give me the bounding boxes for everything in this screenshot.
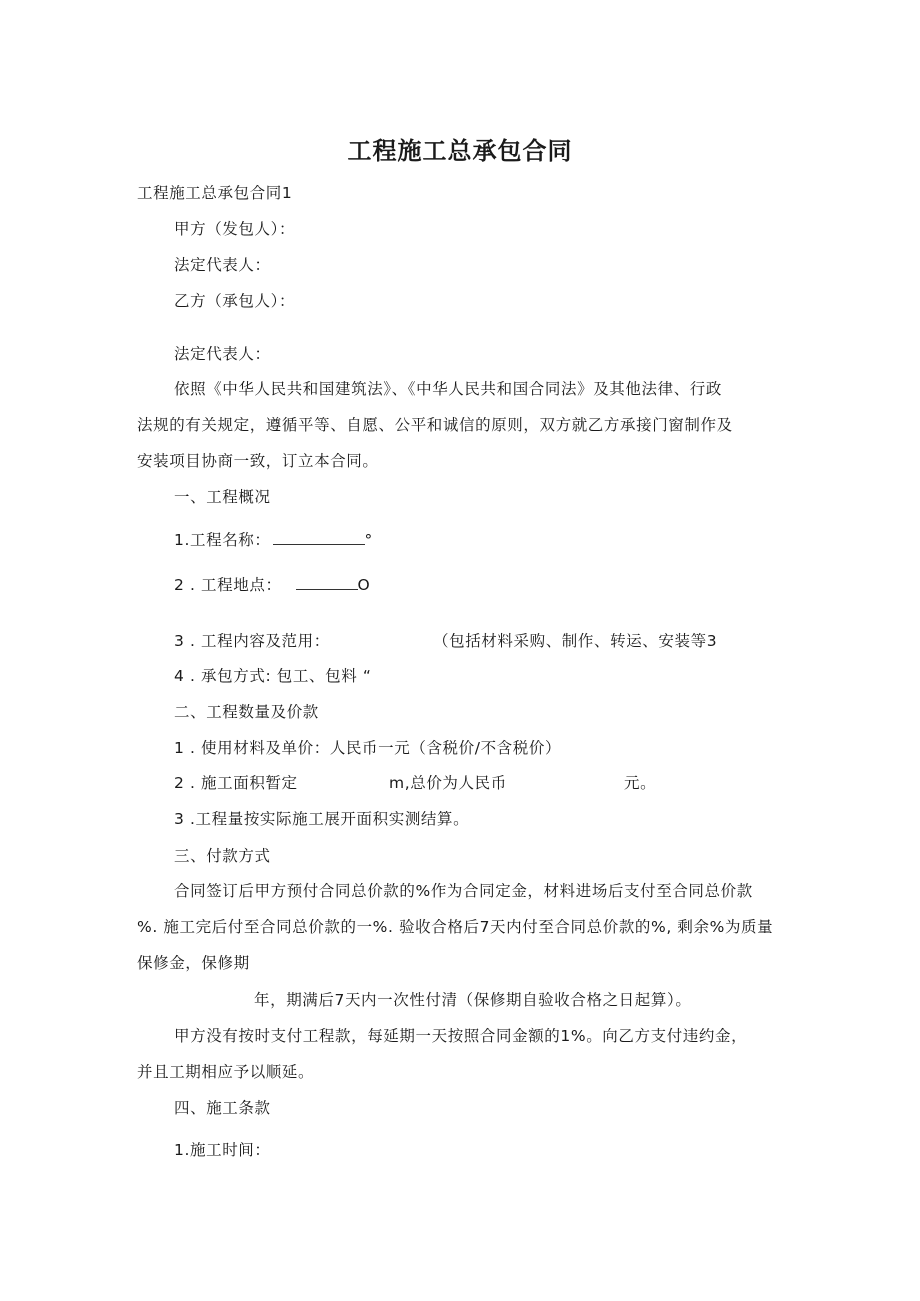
project-location-line [174,575,370,595]
payment-para-line-3: 保修金，保修期 [137,954,250,972]
construction-area-a: 2 . 施工面积暂定 [174,774,298,792]
section-1-heading: 一、工程概况 [174,488,271,506]
contract-mode: 4 . 承包方式: 包工、包料 “ [174,667,372,685]
payment-para-continuation: 年，期满后7天内一次性付清（保修期自验收合格之日起算）。 [254,991,692,1009]
project-scope-text: （包括材料采购、制作、转运、安装等3 [433,632,718,650]
section-3-heading: 三、付款方式 [174,847,271,865]
quantity-settlement-line: 3 .工程量按实际施工展开面积实测结算。 [174,810,470,828]
construction-area-c: 元。 [624,774,657,792]
document-subtitle: 工程施工总承包合同1 [137,184,293,202]
construction-time-line: 1.施工时间： [174,1141,271,1159]
payment-para-line-1: 合同签订后甲方预付合同总价款的%作为合同定金，材料进场后支付至合同总价款 [174,882,753,900]
party-a-representative: 法定代表人： [174,256,271,274]
party-b-label: 乙方（承包人）： [174,292,296,310]
project-location-label: 2 . 工程地点： [174,576,282,594]
payment-para-line-2: %. 施工完后付至合同总价款的一%. 验收合格后7天内付至合同总价款的%, 剩余%为质量 [137,918,774,936]
intro-line-2: 法规的有关规定，遵循平等、自愿、公平和诚信的原则，双方就乙方承接门窗制作及 [137,416,733,434]
project-name-end: ° [364,531,373,549]
section-4-heading: 四、施工条款 [174,1099,271,1117]
party-a-label: 甲方（发包人）： [174,220,296,238]
party-b-representative: 法定代表人： [174,345,271,363]
intro-line-1: 依照《中华人民共和国建筑法》、《中华人民共和国合同法》及其他法律、行政 [174,380,723,398]
late-payment-line-2: 并且工期相应予以顺延。 [137,1063,315,1081]
project-location-blank[interactable] [296,575,358,590]
project-name-label: 1.工程名称： [174,531,271,549]
page-title: 工程施工总承包合同 [347,137,573,165]
project-scope-label: 3 . 工程内容及范用： [174,632,330,650]
project-name-line [174,530,373,550]
material-price-line: 1 . 使用材料及单价：人民币一元（含税价/不含税价） [174,739,562,757]
project-location-end: O [357,576,371,594]
intro-line-3: 安装项目协商一致，订立本合同。 [137,452,379,470]
construction-area-b: m,总价为人民币 [389,774,507,792]
project-name-blank[interactable] [273,530,365,545]
late-payment-line-1: 甲方没有按时支付工程款，每延期一天按照合同金额的1%。向乙方支付违约金， [174,1027,748,1045]
section-2-heading: 二、工程数量及价款 [174,703,319,721]
